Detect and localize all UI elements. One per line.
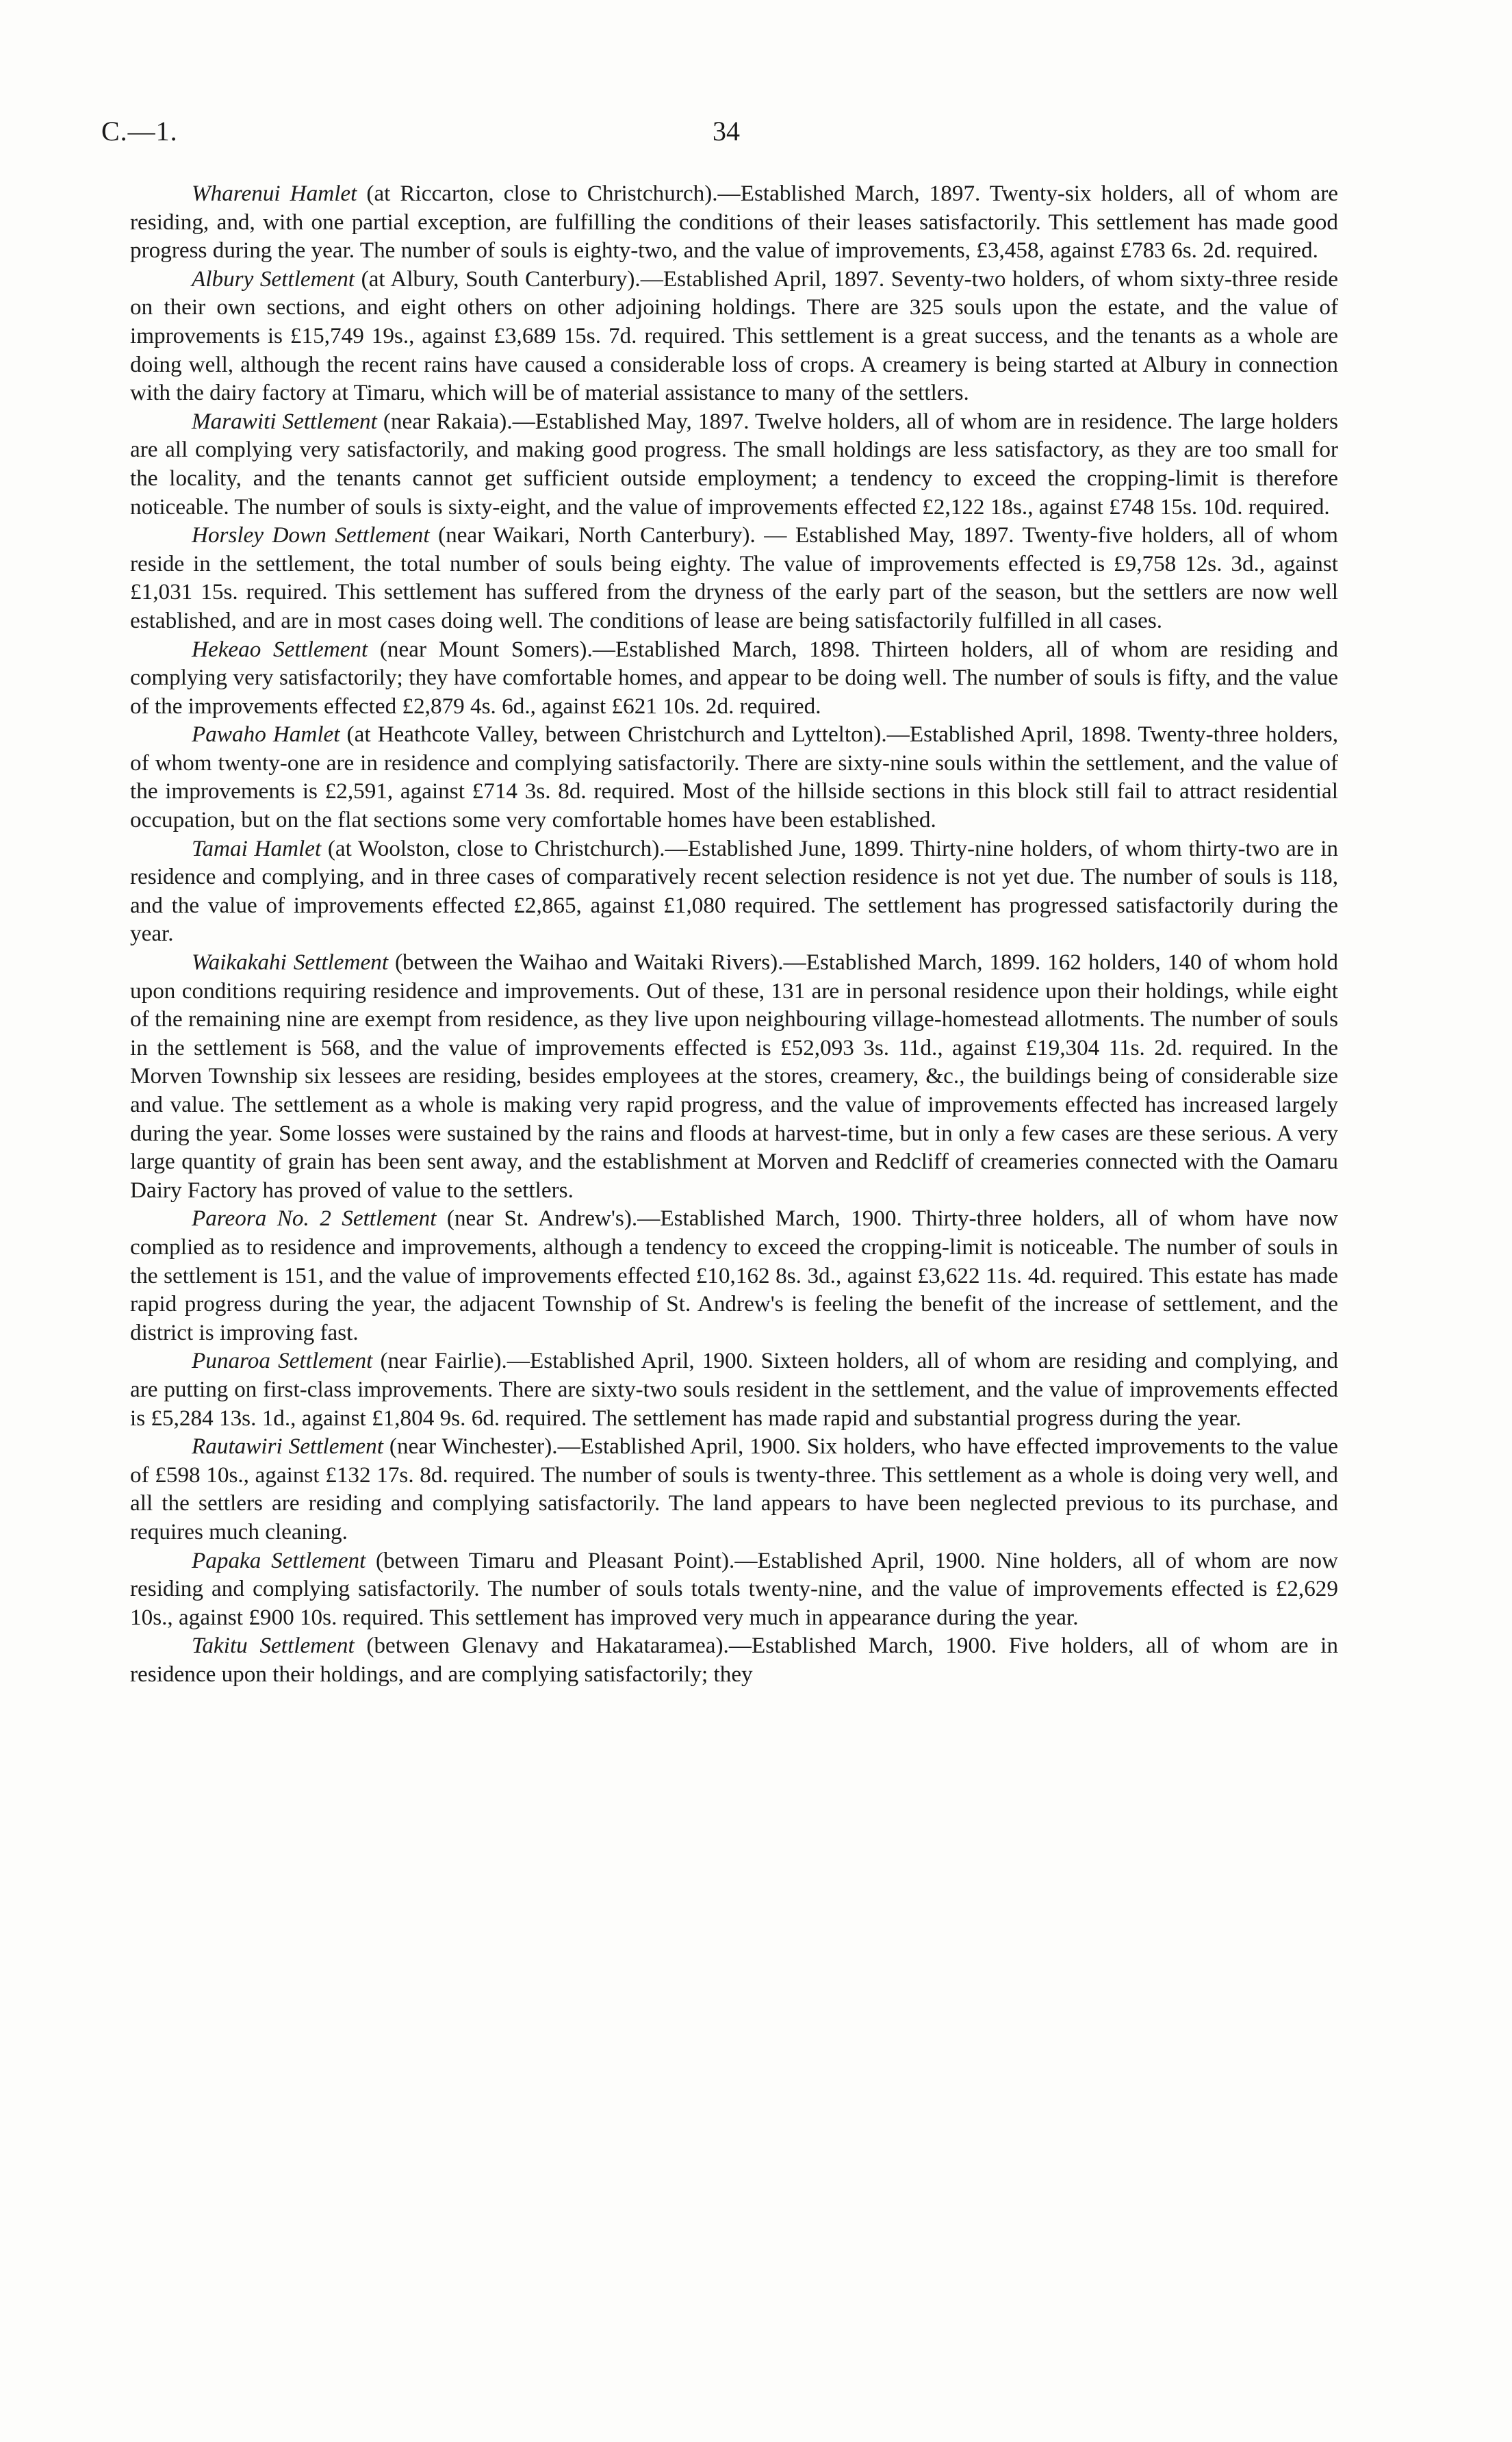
paragraph-text: (near Fairlie).—Established April, 1900. Sixteen holders, all of whom are residing and complying, and are putting on first-class improvements. There are sixty-two souls resident in the settlement, and the value of improvements effected is £5,284 13s. 1d., against £1,804 9s. 6d. required. The settlement has made rapid and substantial progress during the year. xyxy=(130,1348,1338,1431)
paragraph-marawiti xyxy=(130,407,1338,521)
paragraph-text: (near Waikari, North Canterbury). — Established May, 1897. Twenty-five holders, all of whom reside in the settlement, the total number of souls being eighty. The value of improvements effected is £9,758 12s. 3d., against £1,031 15s. required. This settlement has suffered from the dryness of the early part of the season, but the settlers are now well established, and are in most cases doing well. The conditions of lease are being satisfactorily fulfilled in all cases. xyxy=(130,522,1339,633)
settlement-name: Pawaho Hamlet xyxy=(192,722,340,748)
paragraph-horsley-down xyxy=(130,521,1338,635)
paragraph-takitu xyxy=(130,1631,1338,1688)
paragraph-text: (between Timaru and Pleasant Point).—Established April, 1900. Nine holders, all of whom are now residing and complying satisfactorily. The number of souls totals twenty-nine, and the value of improvements effected is £2,629 10s., against £900 10s. required. This settlement has improved very much in appearance during the year. xyxy=(130,1547,1338,1630)
paragraph-pareora xyxy=(130,1204,1338,1347)
settlement-name: Marawiti Settlement xyxy=(192,408,377,434)
paragraph-text: (between Glenavy and Hakataramea).—Established March, 1900. Five holders, all of whom are in residence upon their holdings, and are complying satisfactorily; they xyxy=(130,1633,1338,1687)
settlement-name: Tamai Hamlet xyxy=(192,835,322,861)
report-body xyxy=(130,179,1338,1688)
paragraph-wharenui xyxy=(130,179,1338,265)
settlement-name: Horsley Down Settlement xyxy=(192,522,430,548)
document-reference: C.—1. xyxy=(101,116,178,147)
paragraph-text: (at Woolston, close to Christchurch).—Established June, 1899. Thirty-nine holders, of whom thirty-two are in residence and complying, and in three cases of comparatively recent selection residence is not yet due. The number of souls is 118, and the value of improvements effected £2,865, against £1,080 required. The settlement has progressed satisfactorily during the year. xyxy=(130,835,1339,947)
paragraph-text: (between the Waihao and Waitaki Rivers).—Established March, 1899. 162 holders, 140 of whom hold upon conditions requiring residence and improvements. Out of these, 131 are in personal residence upon their holdings, while eight of the remaining nine are exempt from residence, as they live upon neighbouring village-homestead allotments. The number of souls in the settlement is 568, and the value of improvements effected is £52,093 3s. 11d., against £19,304 11s. 2d. required. In the Morven Township six lessees are residing, besides employees at the stores, creamery, &c., the buildings being of considerable size and value. The settlement as a whole is making very rapid progress, and the value of improvements effected has increased largely during the year. Some losses were sustained by the rains and floods at harvest-time, but in only a few cases are these serious. A very large quantity of grain has been sent away, and the establishment at Morven and Redcliff of creameries connected with the Oamaru Dairy Factory has proved of value to the settlers. xyxy=(130,950,1338,1203)
settlement-name: Pareora No. 2 Settlement xyxy=(192,1206,437,1232)
settlement-name: Rautawiri Settlement xyxy=(192,1434,383,1460)
paragraph-text: (at Heathcote Valley, between Christchurch and Lyttelton).—Established April, 1898. Twenty-three holders, of whom twenty-one are in residence and complying satisfactorily. There are sixty-nine souls within the settlement, and the value of the improvements is £2,591, against £714 3s. 8d. required. Most of the hillside sections in this block still fail to attract residential occupation, but on the flat sections some very comfortable homes have been established. xyxy=(130,722,1339,833)
settlement-name: Wharenui Hamlet xyxy=(192,181,357,206)
paragraph-punaroa xyxy=(130,1347,1338,1432)
page-number: 34 xyxy=(713,116,740,147)
paragraph-text: (near Rakaia).—Established May, 1897. Twelve holders, all of whom are in residence. The large holders are all complying very satisfactorily, and making good progress. The small holdings are less satisfactory, as they are too small for the locality, and the tenants cannot get sufficient outside employment; a tendency to exceed the cropping-limit is therefore noticeable. The number of souls is sixty-eight, and the value of improvements effected £2,122 18s., against £748 15s. 10d. required. xyxy=(130,408,1338,520)
settlement-name: Papaka Settlement xyxy=(192,1547,366,1573)
paragraph-text: (at Riccarton, close to Christchurch).—Established March, 1897. Twenty-six holders, all of whom are residing, and, with one partial exception, are fulfilling the conditions of their leases satisfactorily. This settlement has made good progress during the year. The number of souls is eighty-two, and the value of improvements, £3,458, against £783 6s. 2d. required. xyxy=(130,181,1338,264)
paragraph-tamai xyxy=(130,835,1338,948)
paragraph-waikakahi xyxy=(130,948,1338,1204)
paragraph-hekeao xyxy=(130,635,1338,721)
paragraph-text: (near Mount Somers).—Established March, 1898. Thirteen holders, all of whom are residing and complying very satisfactorily; they have comfortable homes, and appear to be doing well. The number of souls is fifty, and the value of the improvements effected £2,879 4s. 6d., against £621 10s. 2d. required. xyxy=(130,636,1338,719)
settlement-name: Albury Settlement xyxy=(192,266,355,292)
page-header xyxy=(101,115,1351,156)
settlement-name: Waikakahi Settlement xyxy=(192,950,389,976)
paragraph-albury xyxy=(130,265,1338,407)
paragraph-pawaho xyxy=(130,720,1338,834)
settlement-name: Hekeao Settlement xyxy=(192,636,368,662)
settlement-name: Punaroa Settlement xyxy=(192,1348,373,1374)
paragraph-text: (near St. Andrew's).—Established March, 1900. Thirty-three holders, all of whom have now complied as to residence and improvements, although a tendency to exceed the cropping-limit is noticeable. The number of souls in the settlement is 151, and the value of improvements effected £10,162 8s. 3d., against £3,622 11s. 4d. required. This estate has made rapid progress during the year, the adjacent Township of St. Andrew's is feeling the benefit of the increase of settlement, and the district is improving fast. xyxy=(130,1206,1338,1345)
paragraph-text: (at Albury, South Canterbury).—Established April, 1897. Seventy-two holders, of whom sixty-three reside on their own sections, and eight others on other adjoining holdings. There are 325 souls upon the estate, and the value of improvements is £15,749 19s., against £3,689 15s. 7d. required. This settlement is a great success, and the tenants as a whole are doing well, although the recent rains have caused a considerable loss of crops. A creamery is being started at Albury in connection with the dairy factory at Timaru, which will be of material assistance to many of the settlers. xyxy=(130,266,1338,406)
paragraph-text: (near Winchester).—Established April, 1900. Six holders, who have effected improvements to the value of £598 10s., against £132 17s. 8d. required. The number of souls is twenty-three. This settlement as a whole is doing very well, and all the settlers are residing and complying satisfactorily. The land appears to have been neglected previous to its purchase, and requires much cleaning. xyxy=(130,1434,1338,1544)
paragraph-papaka xyxy=(130,1547,1338,1632)
paragraph-rautawiri xyxy=(130,1432,1338,1546)
settlement-name: Takitu Settlement xyxy=(192,1633,355,1659)
